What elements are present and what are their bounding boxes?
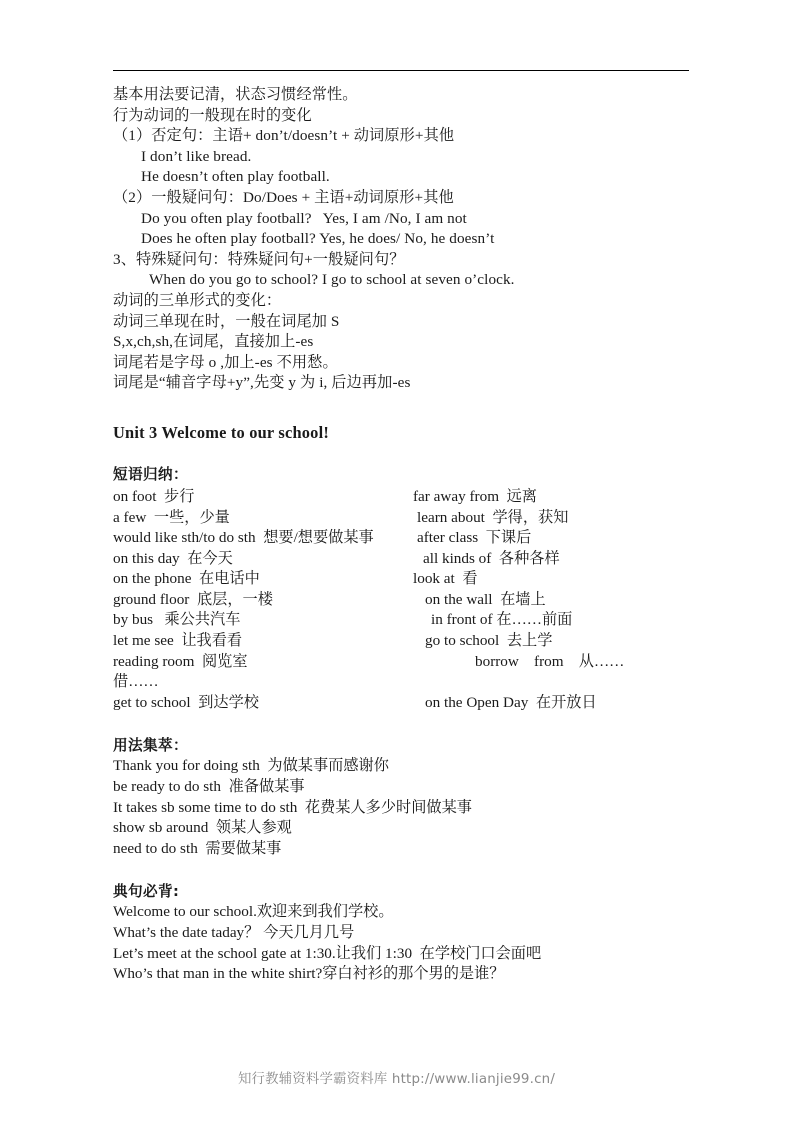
sentence-line: Let’s meet at the school gate at 1:30.让我们 1:30 在学校门口会面吧 [113, 944, 542, 962]
phrase-row [113, 652, 689, 673]
phrase-row [113, 487, 689, 508]
usage-list [113, 756, 689, 859]
phrase-entry-left: let me see 让我看看 [113, 632, 243, 650]
usage-line: show sb around 领某人参观 [113, 819, 292, 837]
phrase-entry-right: look at 看 [413, 570, 478, 588]
sentence-line: Welcome to our school.欢迎来到我们学校。 [113, 903, 394, 921]
phrase-row [113, 549, 689, 570]
phrases-list [113, 487, 689, 714]
phrase-entry-left: ground floor 底层，一楼 [113, 590, 273, 608]
grammar-note-line: When do you go to school? I go to school at seven o’clock. [149, 271, 515, 289]
sentences-list [113, 902, 689, 984]
grammar-note-line: 动词三单现在时，一般在词尾加 S [113, 312, 340, 330]
grammar-note-line: 词尾是“辅音字母+y”,先变 y 为 i, 后边再加-es [113, 374, 411, 392]
phrase-entry-left: reading room 阅览室 [113, 652, 248, 670]
phrase-entry-left: would like sth/to do sth 想要/想要做某事 [113, 529, 374, 547]
usage-section-heading: 用法集萃： [113, 737, 188, 755]
phrase-entry-right: on the wall 在墙上 [425, 590, 546, 608]
phrase-entry-left: get to school 到达学校 [113, 693, 259, 711]
phrase-entry-right: in front of 在……前面 [431, 611, 573, 629]
grammar-notes-block [113, 85, 689, 394]
spacer [113, 450, 689, 464]
sentence-line: Who’s that man in the white shirt?穿白衬衫的那个男的是谁？ [113, 965, 505, 983]
phrase-entry-right: all kinds of 各种各样 [423, 549, 560, 567]
phrase-entry-right: borrow from 从…… [475, 652, 625, 670]
phrase-row [113, 610, 689, 631]
usage-line: Thank you for doing sth 为做某事而感谢你 [113, 757, 389, 775]
grammar-note-line: Does he often play football? Yes, he does/ No, he doesn’t [141, 230, 495, 248]
phrase-entry-left: on this day 在今天 [113, 549, 233, 567]
grammar-note-line: Do you often play football? Yes, I am /No, I am not [141, 209, 467, 227]
header-divider [113, 70, 689, 71]
phrase-row [113, 590, 689, 611]
footer-watermark: 知行教辅资料学霸资料库 http://www.lianjie99.cn/ [237, 1072, 556, 1087]
grammar-note-line: S,x,ch,sh,在词尾，直接加上-es [113, 333, 314, 351]
grammar-note-line: （1）否定句：主语+ don’t/doesn’t + 动词原形+其他 [113, 127, 455, 145]
phrase-entry-right: go to school 去上学 [425, 632, 553, 650]
grammar-note-line: （2）一般疑问句：Do/Does + 主语+动词原形+其他 [113, 188, 454, 206]
page-content [113, 70, 689, 985]
phrase-entry-left: 借…… [113, 673, 159, 691]
phrase-entry-right: learn about 学得，获知 [417, 508, 569, 526]
grammar-note-line: 3、特殊疑问句：特殊疑问句+一般疑问句？ [113, 250, 405, 268]
phrase-entry-right: on the Open Day 在开放日 [425, 693, 597, 711]
phrase-entry-right: far away from 远离 [413, 487, 537, 505]
phrase-row [113, 528, 689, 549]
grammar-note-line: 动词的三单形式的变化： [113, 291, 282, 309]
grammar-note-line: He doesn’t often play football. [141, 168, 330, 186]
usage-line: It takes sb some time to do sth 花费某人多少时间做某事 [113, 798, 472, 816]
phrase-row [113, 693, 689, 714]
phrases-section-heading: 短语归纳： [113, 465, 188, 483]
grammar-note-line: I don’t like bread. [141, 147, 252, 165]
spacer [113, 713, 689, 735]
unit-heading: Unit 3 Welcome to our school! [113, 422, 329, 442]
phrase-entry-left: a few 一些，少量 [113, 508, 230, 526]
phrase-row [113, 672, 689, 693]
sentence-line: What’s the date taday？ 今天几月几号 [113, 924, 355, 941]
phrase-row [113, 508, 689, 529]
phrase-entry-left: by bus 乘公共汽车 [113, 611, 241, 629]
sentences-section-heading: 典句必背: [113, 883, 180, 901]
phrase-entry-left: on the phone 在电话中 [113, 570, 260, 588]
phrase-entry-left: on foot 步行 [113, 487, 195, 505]
grammar-note-line: 词尾若是字母 o ,加上-es 不用愁。 [113, 353, 338, 371]
phrase-row [113, 631, 689, 652]
usage-line: need to do sth 需要做某事 [113, 839, 282, 857]
usage-line: be ready to do sth 准备做某事 [113, 778, 305, 796]
grammar-note-line: 基本用法要记清，状态习惯经常性。 [113, 86, 358, 103]
phrase-entry-right: after class 下课后 [417, 529, 532, 547]
grammar-note-line: 行为动词的一般现在时的变化 [113, 106, 312, 124]
phrase-row [113, 569, 689, 590]
spacer [113, 859, 689, 881]
